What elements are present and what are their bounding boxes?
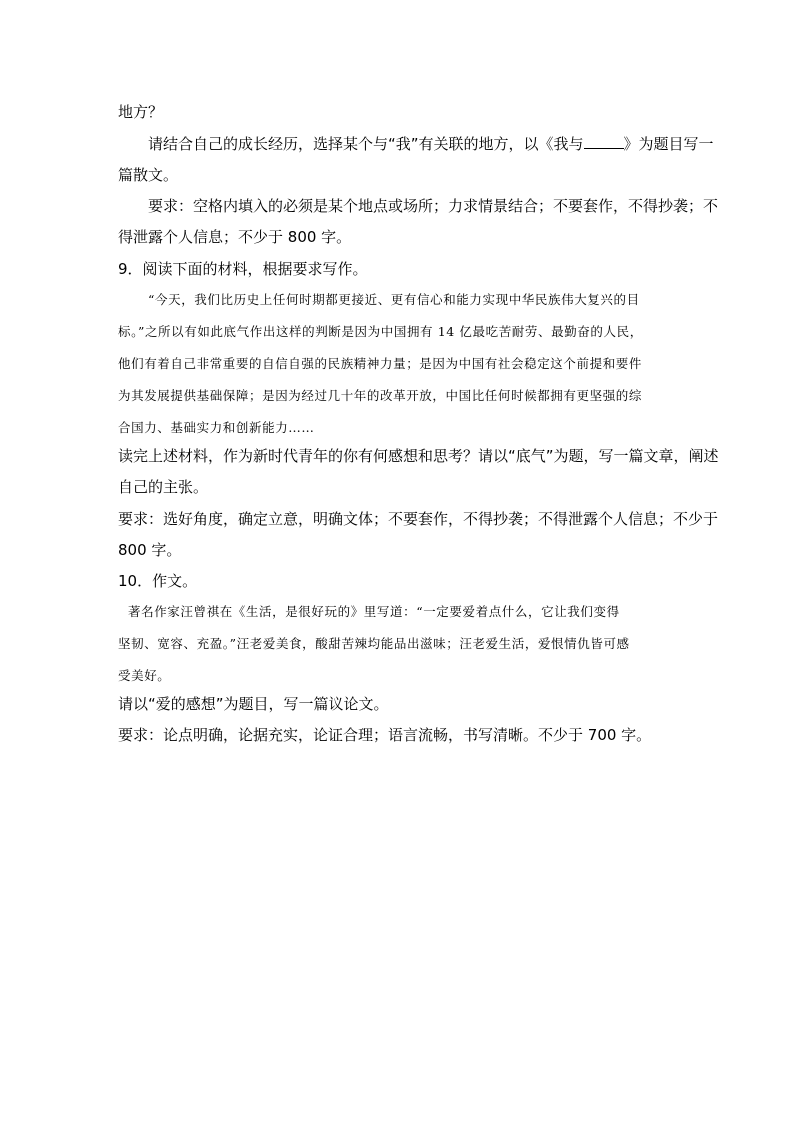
quote-line: 合国力、基础实力和创新能力……	[118, 420, 315, 435]
text-line: 得泄露个人信息；不少于 800 字。	[118, 228, 352, 246]
text-line: 800 字。	[118, 541, 182, 559]
text-line: 请以“爱的感想”为题目，写一篇议论文。	[118, 695, 389, 713]
quote-line: 受美好。	[118, 668, 171, 683]
question-heading: 10．作文。	[118, 572, 198, 590]
quote-line: 为其发展提供基础保障；是因为经过几十年的改革开放，中国比任何时候都拥有更坚强的综	[118, 388, 643, 403]
quote-line: 坚韧、宽容、充盈。”汪老爱美食，酸甜苦辣均能品出滋味；汪老爱生活，爱恨情仇皆可感	[118, 636, 630, 651]
quote-line: 标。”之所以有如此底气作出这样的判断是因为中国拥有 14 亿最吃苦耐劳、最勤奋的人民，	[118, 324, 643, 339]
text-line: 自己的主张。	[118, 478, 209, 496]
text-line: 地方？	[118, 103, 164, 121]
essay-prompt-line	[148, 134, 714, 154]
text-line: 篇散文。	[118, 166, 179, 184]
text-segment: 》为题目写一	[623, 135, 714, 153]
quote-line: 他们有着自己非常重要的自信自强的民族精神力量；是因为中国有社会稳定这个前提和要件	[118, 356, 643, 371]
requirement-line: 要求：论点明确，论据充实，论证合理；语言流畅，书写清晰。不少于 700 字。	[118, 726, 652, 744]
fill-in-blank	[584, 134, 624, 149]
quote-line: “今天，我们比历史上任何时期都更接近、更有信心和能力实现中华民族伟大复兴的目	[148, 292, 640, 307]
question-heading: 9．阅读下面的材料，根据要求写作。	[118, 260, 368, 278]
requirement-line: 要求：选好角度，确定立意，明确文体；不要套作，不得抄袭；不得泄露个人信息；不少于	[118, 510, 719, 528]
requirement-line: 要求：空格内填入的必须是某个地点或场所；力求情景结合；不要套作，不得抄袭；不	[148, 197, 719, 215]
quote-line: 著名作家汪曾祺在《生活，是很好玩的》里写道：“一定要爱着点什么，它让我们变得	[128, 604, 620, 619]
text-line: 读完上述材料，作为新时代青年的你有何感想和思考？请以“底气”为题，写一篇文章，阐述	[118, 447, 719, 465]
text-segment: 请结合自己的成长经历，选择某个与“我”有关联的地方，以《我与	[148, 135, 584, 153]
